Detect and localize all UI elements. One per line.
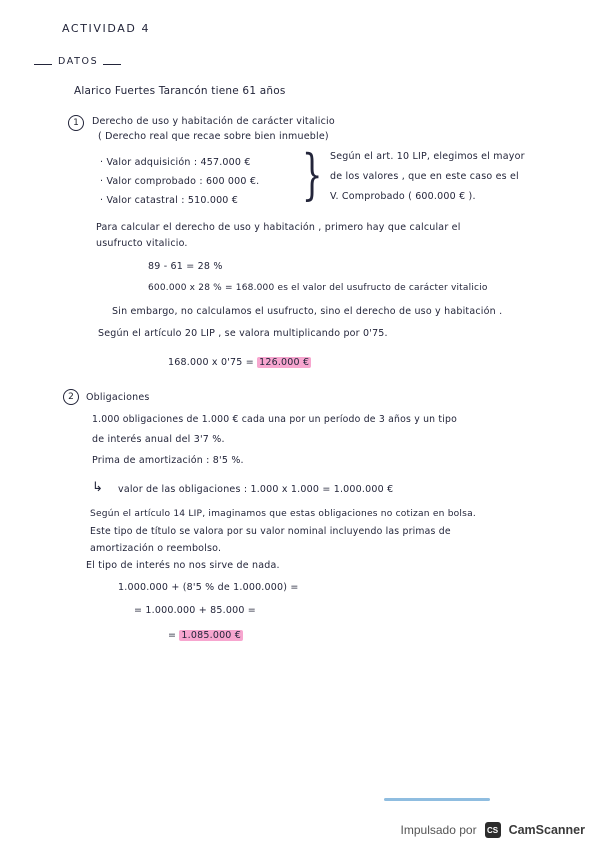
para1-line1: Para calcular el derecho de uso y habitación , primero hay que calcular el: [96, 222, 461, 233]
prima-amortizacion: Prima de amortización : 8'5 %.: [92, 455, 244, 466]
final-expression-1: 168.000 x 0'75 =: [168, 357, 254, 368]
section-2-heading: Obligaciones: [86, 392, 150, 403]
para3: Según el artículo 20 LIP , se valora multiplicando por 0'75.: [98, 328, 388, 339]
calc2-line2: = 1.000.000 + 85.000 =: [134, 605, 256, 616]
camscanner-logo-icon: CS: [485, 822, 501, 838]
section-dash-left: [34, 64, 52, 65]
para-line-1: Según el artículo 14 LIP, imaginamos que estas obligaciones no cotizan en bolsa.: [90, 509, 476, 519]
arrow-right-icon: ↳: [92, 480, 103, 495]
note-line-3: V. Comprobado ( 600.000 € ).: [330, 191, 476, 202]
calc2-line1: 1.000.000 + (8'5 % de 1.000.000) =: [118, 582, 299, 593]
section-1-number: 1: [68, 115, 84, 131]
value-comprobado: · Valor comprobado : 600 000 €.: [100, 176, 260, 187]
section-2-number: 2: [63, 389, 79, 405]
obligaciones-line1: 1.000 obligaciones de 1.000 € cada una por un período de 3 años y un tipo: [92, 414, 458, 425]
para1-line2: usufructo vitalicio.: [96, 238, 188, 249]
final-calc-1: [168, 357, 311, 368]
intro-line: Alarico Fuertes Tarancón tiene 61 años: [74, 85, 286, 97]
final-result-1: 126.000 €: [259, 357, 310, 368]
section-1-heading: Derecho de uso y habitación de carácter vitalicio: [92, 116, 335, 127]
value-catastral: · Valor catastral : 510.000 €: [100, 195, 239, 206]
final-prefix-2: =: [168, 630, 177, 641]
section-dash-right: [103, 64, 121, 65]
calc-percentage: 89 - 61 = 28 %: [148, 261, 223, 272]
note-line-2: de los valores , que en este caso es el: [330, 171, 519, 182]
page-title: ACTIVIDAD 4: [62, 22, 151, 35]
para-line-3: amortización o reembolso.: [90, 543, 222, 554]
final-calc-2: [168, 630, 243, 641]
datos-heading: DATOS: [58, 56, 99, 67]
obligaciones-line2: de interés anual del 3'7 %.: [92, 434, 225, 445]
valor-obligaciones: valor de las obligaciones : 1.000 x 1.000 = 1.000.000 €: [118, 484, 394, 495]
final-result-2: 1.085.000 €: [181, 630, 242, 641]
scan-edge-line: [384, 798, 490, 801]
section-1-subheading: ( Derecho real que recae sobre bien inmueble): [98, 131, 329, 142]
camscanner-brand: CamScanner: [508, 823, 585, 837]
camscanner-watermark: [401, 822, 585, 838]
curly-brace-icon: }: [301, 143, 323, 206]
powered-by-text: Impulsado por: [400, 823, 477, 837]
para-line-2: Este tipo de título se valora por su valor nominal incluyendo las primas de: [90, 526, 451, 537]
para2: Sin embargo, no calculamos el usufructo, sino el derecho de uso y habitación .: [112, 306, 503, 317]
para-line-4: El tipo de interés no nos sirve de nada.: [86, 560, 280, 571]
value-adquisicion: · Valor adquisición : 457.000 €: [100, 157, 251, 168]
calc-usufructo: 600.000 x 28 % = 168.000 es el valor del usufructo de carácter vitalicio: [148, 283, 488, 293]
note-line-1: Según el art. 10 LIP, elegimos el mayor: [330, 151, 525, 162]
